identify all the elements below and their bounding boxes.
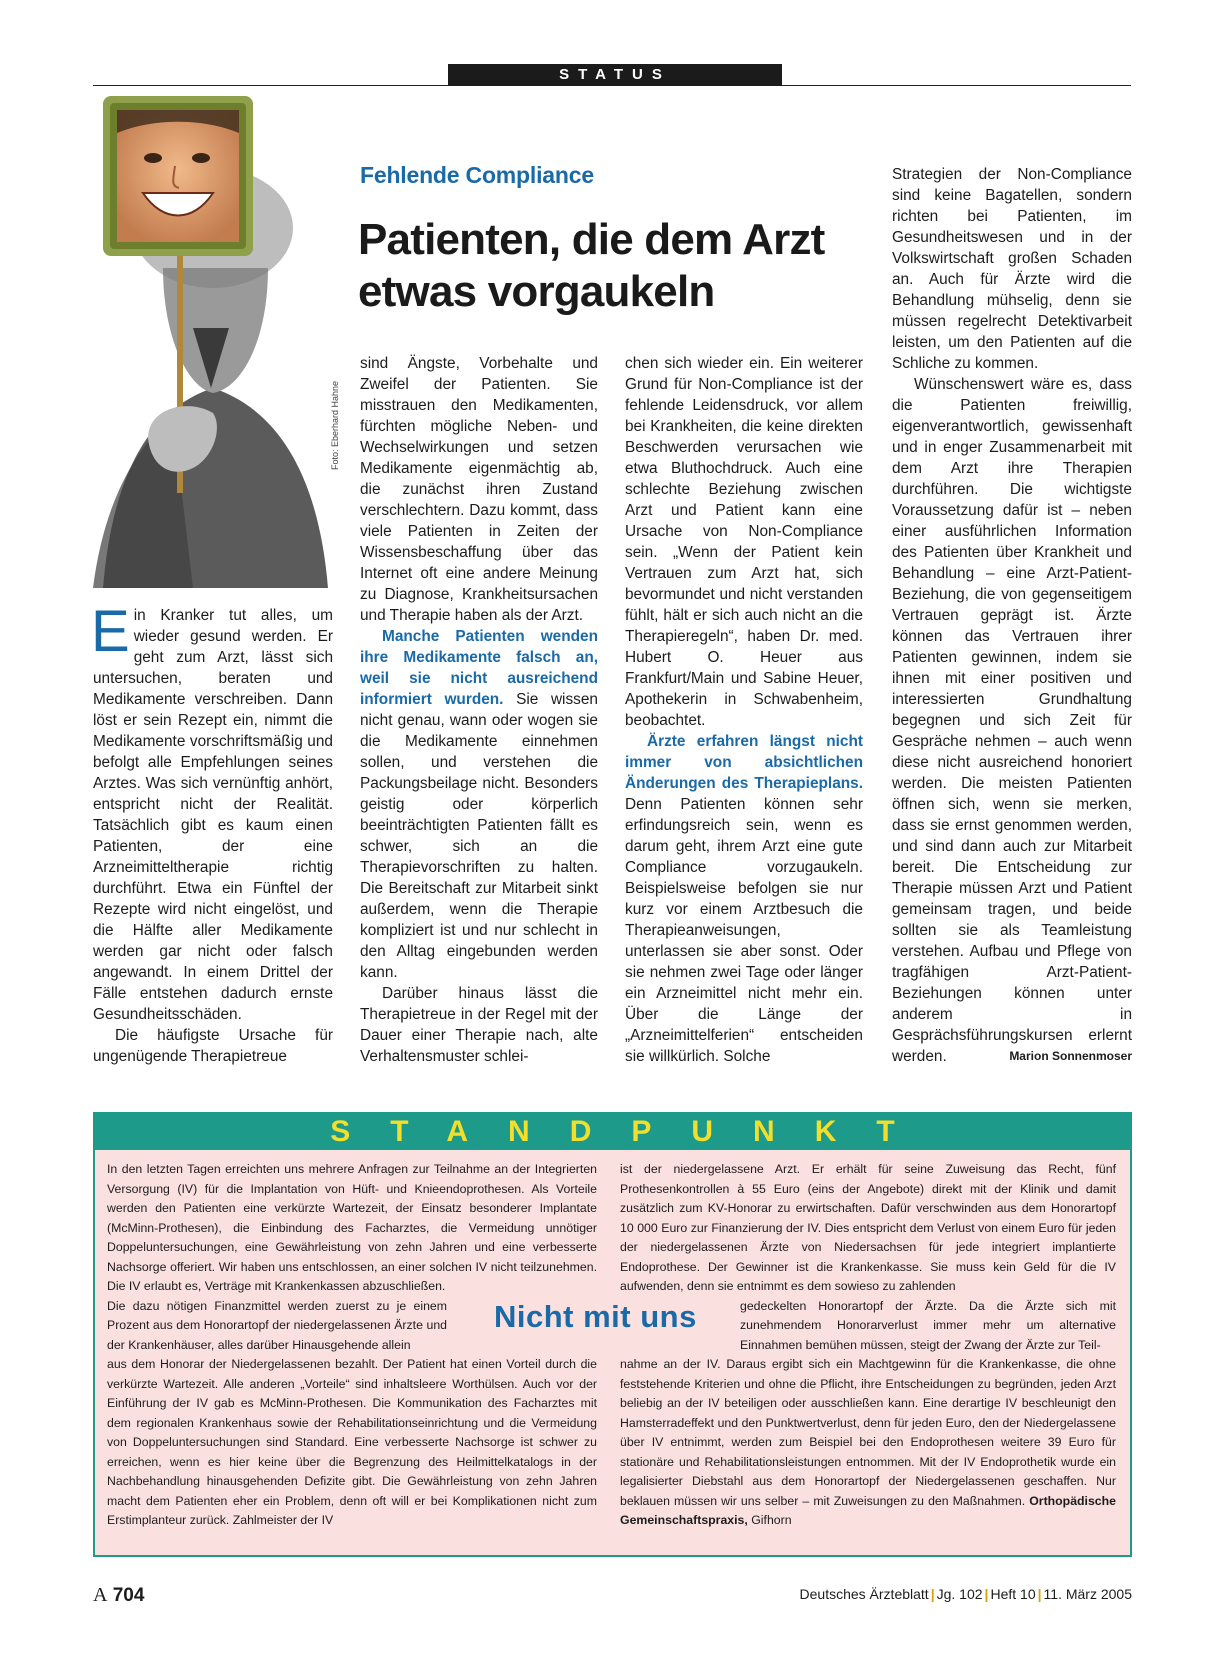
article-kicker: Fehlende Compliance: [360, 162, 594, 188]
col3-subhead: Ärzte erfahren längst nicht immer von absichtlichen Änderungen des Therapieplans.: [625, 733, 863, 792]
standpunkt-column-2: [620, 1160, 1116, 1531]
page-number-value: 704: [112, 1585, 145, 1606]
col1-paragraph-2: Die häufigste Ursache für ungenügende Therapietreue: [93, 1027, 333, 1065]
journal-name: Deutsches Ärzteblatt: [799, 1586, 929, 1602]
journal-date: 11. März 2005: [1043, 1586, 1132, 1602]
standpunkt-signature: Orthopädische Gemeinschaftspraxis,: [620, 1493, 1116, 1527]
journal-volume: Jg. 102: [936, 1586, 983, 1602]
col3-paragraph-1: chen sich wieder ein. Ein weiterer Grund für Non-Compliance ist der fehlende Leidensdruck, vor allem bei Krankheiten, die keine direkten Beschwerden verursachen wie etwa Bluthochdruck. Auch eine schlechte Beziehung zwischen Arzt und Patient kann eine Ursache von Non-Compliance sein. „Wenn der Patient kein Vertrauen zum Arzt hat, sich bevormundet und nicht verstanden fühlt, hält er sich auch nicht an die Therapieregeln“, haben Dr. med. Hubert O. Heuer aus Frankfurt/Main und Sabine Heuer, Apothekerin in Schwabenheim, beobachtet.: [625, 355, 863, 729]
standpunkt-header: STANDPUNKT: [95, 1114, 1130, 1150]
col4-paragraph-1: Strategien der Non-Compliance sind keine Bagatellen, sondern richten bei Patienten, im Gesundheitswesen und in der Volkswirtschaft großen Schaden an. Auch für Ärzte wird die Behandlung mühselig, denn sie müssen regelrecht Detektivarbeit leisten, um den Patienten auf die Schliche zu kommen.: [892, 166, 1132, 372]
col3-paragraph-2: Denn Patienten können sehr erfindungsreich sein, wenn es darum geht, ihrem Arzt eine gute Compliance vorzugaukeln. Beispielsweise befolgen sie nur kurz vor einem Arztbesuch die Therapieanweisungen, unterlassen sie aber sonst. Oder sie nehmen zwei Tage oder länger ein Arzneimittel nicht mehr ein. Über die Länge der „Arzneimittelferien“ entscheiden sie willkürlich. Solche: [625, 796, 863, 1065]
section-rubric: STATUS: [448, 64, 782, 86]
standpunkt-right-top: ist der niedergelassene Arzt. Er erhält für seine Zuweisung das Recht, fünf Prothesenkontrollen à 55 Euro (eins der Angebote) direkt mit der Klinik und damit zusätzlich zum KV-Honorar zu erwirtschaften. Dafür verschwinden aus dem Honorartopf 10 000 Euro zur Finanzierung der IV. Dies entspricht dem Verlust von einem Euro für jeden der niedergelassenen Ärzte von Niedersachsen für jede integriert implantierte Endoprothese. Der Gewinner ist die Krankenkasse. Sie muss kein Geld für die IV aufwenden, denn sie entnimmt es dem sowieso zu zahlenden: [620, 1162, 1116, 1293]
drop-cap: E: [91, 599, 130, 664]
col2-subhead: Manche Patienten wenden ihre Medikamente falsch an, weil sie nicht ausreichend informiert wurden.: [360, 628, 598, 708]
photo-credit: Foto: Eberhard Hahne: [330, 380, 340, 470]
article-column-4: [892, 164, 1132, 1067]
col1-paragraph-1: in Kranker tut alles, um wieder gesund werden. Er geht zum Arzt, lässt sich untersuchen, beraten und Medikamente verschreiben. Dann löst er sein Rezept ein, nimmt die Medikamente vorschriftsmäßig und befolgt alle Empfehlungen seines Arztes. Was sich vernünftig anhört, entspricht nicht der Realität. Tatsächlich gibt es kaum einen Patienten, der eine Arzneimitteltherapie richtig durchführt. Etwa ein Fünftel der Rezepte wird nicht eingelöst, und die Hälfte aller Medikamente werden gar nicht oder falsch angewandt. In einem Drittel der Fälle entstehen dadurch ernste Gesundheitsschäden.: [93, 607, 333, 1023]
journal-issue: Heft 10: [990, 1586, 1036, 1602]
standpunkt-right-mid: gedeckelten Honorartopf der Ärzte. Da die Ärzte sich mit zunehmendem Honorarverlust immer mehr um alternative Einnahmen bemühen müssen, steigt der Zwang der Ärzte zur Teil-: [740, 1298, 1116, 1352]
col2-paragraph-2: Sie wissen nicht genau, wann oder wogen sie die Medikamente einnehmen sollen, und verstehen die Packungsbeilage nicht. Besonders geistig oder körperlich beeinträchtigten Patienten fällt es schwer, sich an die Therapievorschriften zu halten. Die Bereitschaft zur Mitarbeit sinkt außerdem, wenn die Therapie kompliziert ist und nur schlecht in den Alltag eingebunden werden kann.: [360, 691, 598, 981]
article-headline: Patienten, die dem Arzt etwas vorgaukeln: [358, 215, 825, 316]
col4-paragraph-2: Wünschenswert wäre es, dass die Patienten freiwillig, eigenverantwortlich, gewissenhaft und in enger Zusammenarbeit mit dem Arzt ihre Therapien durchführen. Die wichtigste Voraussetzung dafür ist – neben einer ausführlichen Information des Patienten über Krankheit und Behandlung – eine Arzt-Patient-Beziehung, die von gegenseitigem Vertrauen geprägt ist. Ärzte können das Vertrauen ihrer Patienten gewinnen, indem sie ihnen mit einer positiven und interessierten Grundhaltung begegnen und sich Zeit für Gespräche nehmen – auch wenn diese nicht ausreichend honoriert werden. Die meisten Patienten öffnen sich, wenn sie merken, dass sie ernst genommen werden, und sind dann auch zur Mitarbeit bereit. Die Entscheidung zur Therapie müssen Arzt und Patient gemeinsam tragen, und beide sollten sie als Teamleistung verstehen. Aufbau und Pflege von tragfähigen Arzt-Patient-Beziehungen können unter anderem in Gesprächsführungskursen erlernt werden.: [892, 376, 1132, 1065]
standpunkt-left-top: In den letzten Tagen erreichten uns mehrere Anfragen zur Teilnahme an der Integrierten Versorgung (IV) für die Implantation von Hüft- und Knieendoprothesen. Als Vorteile werden den Patienten eine verkürzte Wartezeit, der Einsatz besonderer Implantate (McMinn-Prothesen), die Einbindung des Facharztes, die Vermeidung unnötiger Doppeluntersuchungen, eine Gewährleistung von zehn Jahren und eine verbesserte Nachsorge offeriert. Wir haben uns entschlossen, an einer solchen IV nicht teilzunehmen. Die IV erlaubt es, Verträge mit Krankenkassen abzuschließen.: [107, 1162, 597, 1293]
article-column-2: [360, 353, 598, 1067]
col2-paragraph-1: sind Ängste, Vorbehalte und Zweifel der Patienten. Sie misstrauen den Medikamenten, fürchten mögliche Neben- und Wechselwirkungen und setzen Medikamente eigenmächtig ab, die zunächst ihren Zustand verschlechtern. Dazu kommt, dass viele Patienten in Zeiten der Wissensbeschaffung über das Internet oft eine andere Meinung zu Diagnose, Krankheitsursachen und Therapie haben als der Arzt.: [360, 355, 598, 624]
page-number: [93, 1584, 144, 1607]
col2-paragraph-3: Darüber hinaus lässt die Therapietreue in der Regel mit der Dauer einer Therapie nach, alte Verhaltensmuster schlei-: [360, 985, 598, 1065]
separator: |: [1037, 1586, 1042, 1602]
standpunkt-title: Nicht mit uns: [490, 1299, 701, 1335]
page-prefix: A: [93, 1584, 108, 1606]
article-column-1: [91, 599, 333, 1067]
standpunkt-right-bottom: nahme an der IV. Daraus ergibt sich ein Machtgewinn für die Krankenkasse, die ohne feststehende Kriterien und ohne die Pflicht, ihre Entscheidungen zu begründen, jeden Arzt beliebig an der IV beteiligen oder ausschließen kann. Eine derartige IV beschleunigt den Hamsterradeffekt und den Punktwertverlust, denn für jeden Euro, den der Niedergelassene über IV entnimmt, werden zum Beispiel bei den Endoprothesen weitere 39 Euro für stationäre und Rehabilitationsleistungen entnommen. Mit der IV Endoprothetik wurde ein legalisierter Diebstahl aus dem Honorartopf der Niedergelassenen geschaffen. Nur beklauen müssen wir uns selber – mit Zuweisungen zu den Maßnahmen.: [620, 1357, 1116, 1508]
standpunkt-column-1: [107, 1160, 597, 1531]
standpunkt-left-bottom: aus dem Honorar der Niedergelassenen bezahlt. Der Patient hat einen Vorteil durch die verkürzte Wartezeit. Alle anderen „Vorteile“ sind inhaltsleere Worthülsen. Auch vor der Einführung der IV gab es McMinn-Prothesen. Die Kommunikation des Facharztes mit dem regionalen Krankenhaus sowie der Rehabilitationseinrichtung und die Vermeidung von Doppeluntersuchungen sind Standard. Eine verbesserte Nachsorge ist schwer zu erreichen, wenn es hier keine über die Begrenzung des Heilmittelkatalogs in der Nachbehandlung hinausgehenden Defizite gibt. Die Gewährleistung von zehn Jahren macht dem Patienten eher ein Problem, denn oft will er bei Komplikationen nicht zum Erstimplanteur zurück. Zahlmeister der IV: [107, 1357, 597, 1527]
standpunkt-left-mid: Die dazu nötigen Finanzmittel werden zuerst zu je einem Prozent aus dem Honorartopf der niedergelassenen Ärzte und der Krankenhäuser, alles darüber Hinausgehende allein: [107, 1298, 447, 1352]
journal-info: [800, 1586, 1132, 1602]
article-column-3: [625, 353, 863, 1067]
photo-man-with-frame: [93, 88, 333, 588]
article-author: Marion Sonnenmoser: [1009, 1049, 1132, 1063]
separator: |: [984, 1586, 989, 1602]
standpunkt-box: [93, 1112, 1132, 1557]
separator: |: [930, 1586, 935, 1602]
standpunkt-signature-place: Gifhorn: [751, 1513, 792, 1527]
